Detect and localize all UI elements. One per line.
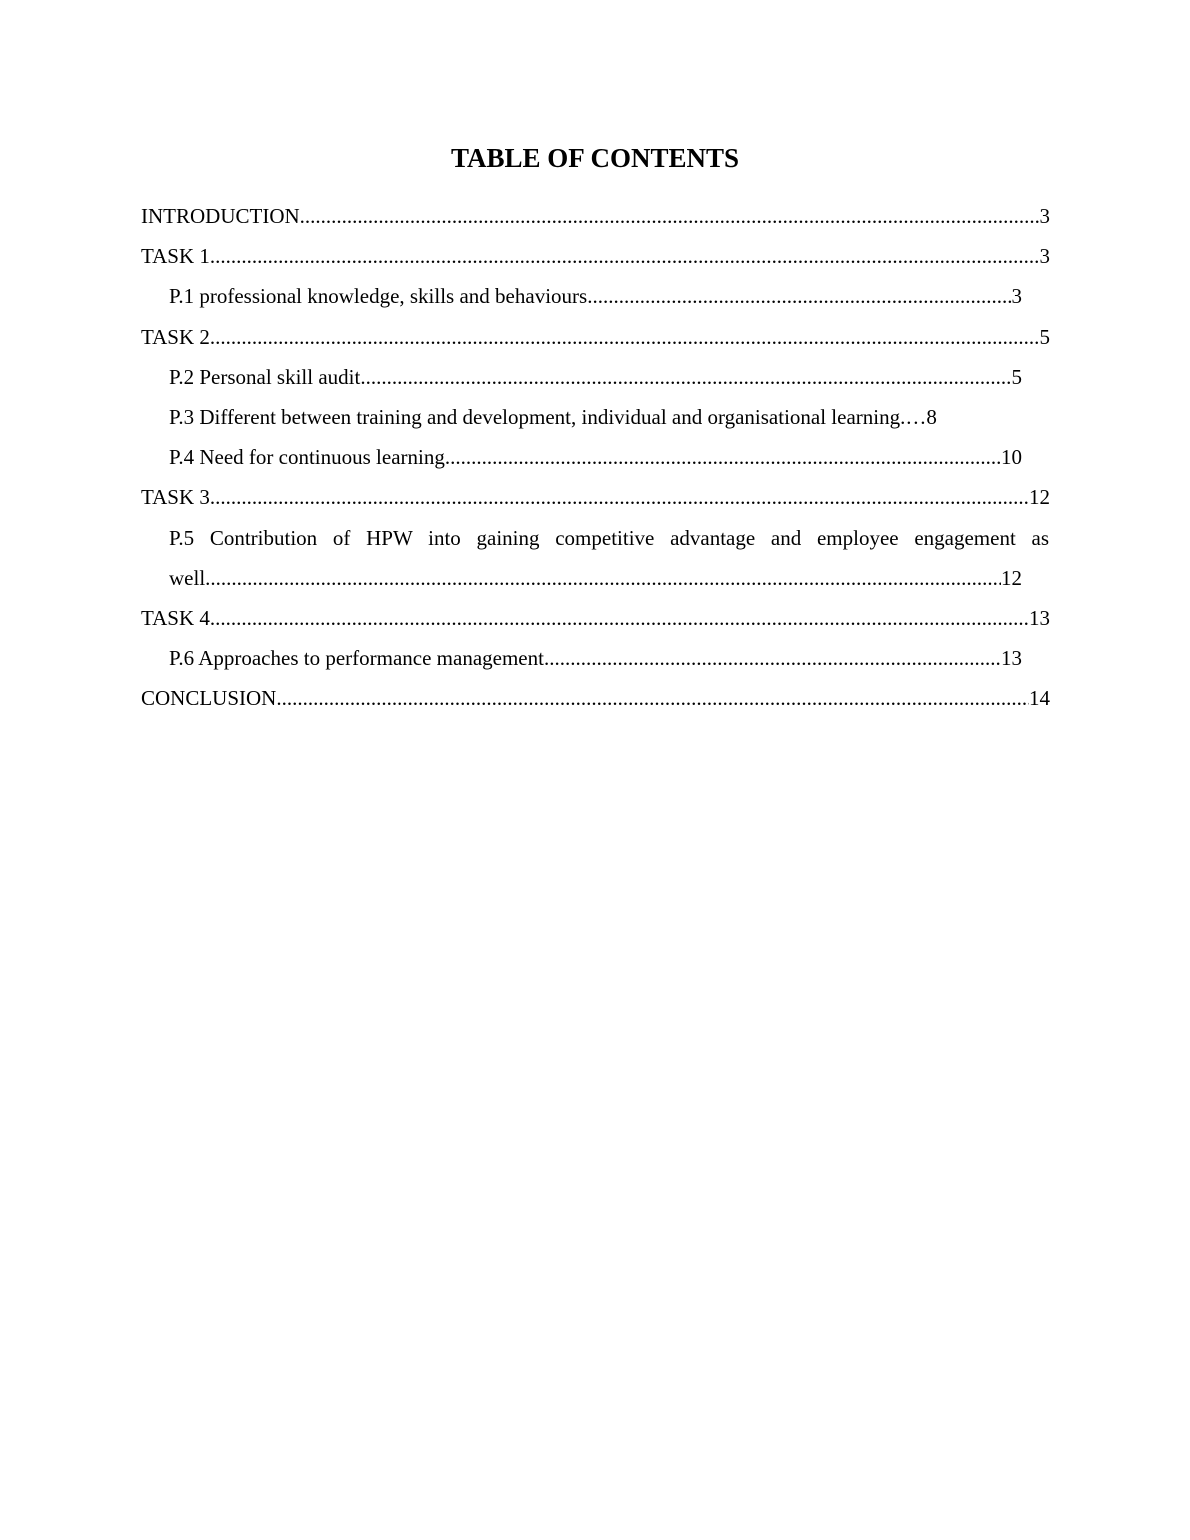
toc-entry-task-3[interactable] [141,477,1050,517]
toc-page-number: 3 [1039,244,1050,269]
toc-entry-p6[interactable] [169,638,1022,678]
toc-entry-label: TASK 2 [141,324,210,349]
toc-dot-leader [276,678,1029,718]
toc-entry-label: TASK 4 [141,605,210,630]
toc-page-number: 10 [1001,445,1022,470]
toc-entry-label: P.4 Need for continuous learning [169,445,445,470]
toc-entry-p1[interactable] [169,276,1022,316]
toc-page-number: 14 [1029,686,1050,711]
toc-entry-continuation [169,558,1022,598]
toc-entry-p5[interactable] [169,518,1049,598]
toc-page-number: 13 [1001,646,1022,671]
toc-page-number: 5 [1039,324,1050,349]
toc-dot-leader [360,357,1011,397]
toc-entry-introduction[interactable] [141,196,1050,236]
toc-page-number: 12 [1029,485,1050,510]
toc-entry-p2[interactable] [169,357,1022,397]
toc-dot-leader [445,437,1001,477]
toc-page-number: 5 [1011,364,1022,389]
toc-dot-leader [210,317,1040,357]
toc-entry-task-1[interactable] [141,236,1050,276]
toc-entry-label-line-2: well [169,565,206,590]
toc-dot-leader [300,196,1040,236]
toc-entry-label: P.6 Approaches to performance management [169,646,544,671]
toc-entry-label-line-1: P.5 Contribution of HPW into gaining competitive advantage and employee engagement as [169,525,1049,550]
toc-dot-leader [210,236,1040,276]
page-title: TABLE OF CONTENTS [450,143,740,173]
table-of-contents [0,196,1190,718]
toc-entry-p3[interactable] [169,397,1022,437]
toc-entry-task-2[interactable] [141,317,1050,357]
toc-entry-label: P.3 Different between training and development, individual and organisational learning. [169,404,906,429]
toc-dot-leader [544,638,1001,678]
toc-page-number: 8 [926,404,937,429]
toc-entry-label: INTRODUCTION [141,204,300,228]
toc-dot-leader [210,598,1029,638]
toc-entry-label: P.2 Personal skill audit [169,364,361,389]
toc-entry-p4[interactable] [169,437,1022,477]
toc-entry-task-4[interactable] [141,598,1050,638]
toc-entry-label: CONCLUSION [141,686,277,711]
toc-page-number: 12 [1001,565,1022,590]
toc-entry-conclusion[interactable] [141,678,1050,718]
toc-entry-label: TASK 3 [141,485,210,510]
toc-entry-label: P.1 professional knowledge, skills and behaviours [169,284,588,309]
toc-dot-leader [587,276,1011,316]
toc-ellipsis-leader: … [905,404,927,429]
toc-page-number: 3 [1039,204,1050,228]
toc-page-number: 13 [1029,605,1050,630]
toc-entry-label: TASK 1 [141,244,210,269]
toc-dot-leader [210,477,1029,517]
toc-page-number: 3 [1011,284,1022,309]
toc-dot-leader [205,558,1001,598]
